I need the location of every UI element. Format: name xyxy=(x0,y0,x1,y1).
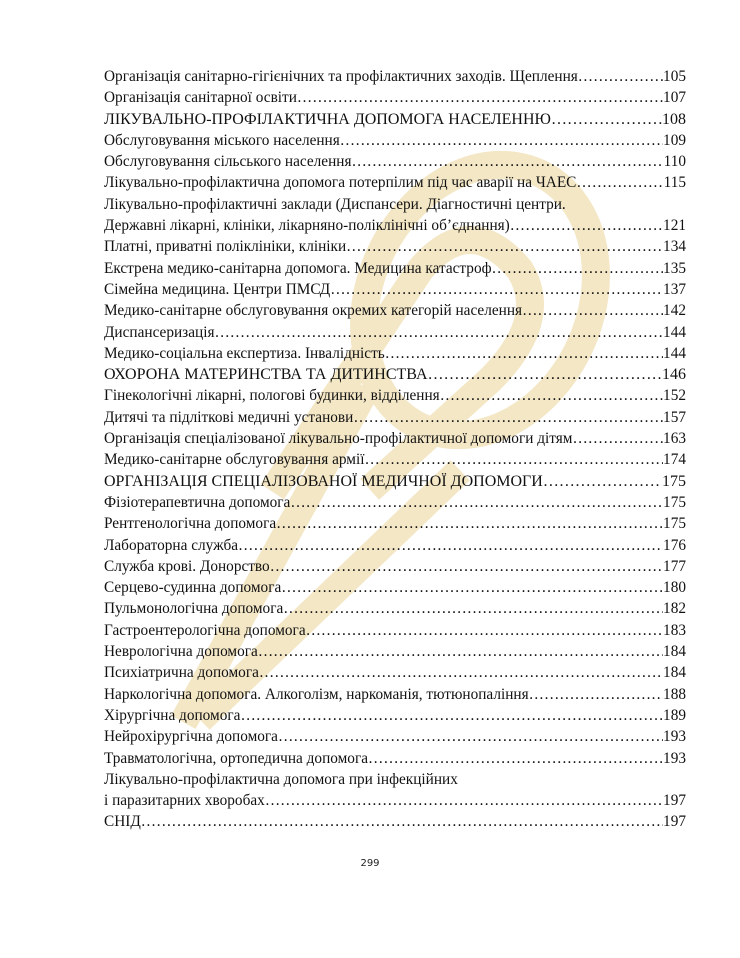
toc-leader-dots xyxy=(276,513,663,534)
toc-entry-title: Медико-санітарне обслуговування окремих категорій населення xyxy=(104,302,523,320)
toc-entry-title: Екстрена медико-санітарна допомога. Медицина катастроф xyxy=(104,259,492,277)
toc-entry-title: Психіатрична допомога xyxy=(104,664,259,682)
toc-page-number: 177 xyxy=(663,557,686,575)
toc-entry xyxy=(104,449,686,470)
toc-page-number: 134 xyxy=(663,238,686,256)
toc-entry xyxy=(104,535,686,556)
toc-page-number: 174 xyxy=(663,451,686,469)
toc-entry xyxy=(104,66,686,87)
toc-leader-dots xyxy=(290,492,663,513)
toc-entry xyxy=(104,811,686,832)
toc-entry-title: Наркологічна допомога. Алкоголізм, наркоманія, тютюнопаління xyxy=(104,685,529,703)
toc-leader-dots xyxy=(340,130,663,151)
toc-section-heading xyxy=(104,471,686,492)
toc-page-number: 121 xyxy=(663,217,686,235)
toc-entry-title: Гінекологічні лікарні, пологові будинки, відділення xyxy=(104,387,440,405)
toc-leader-dots xyxy=(330,279,663,300)
toc-entry-title: ЛІКУВАЛЬНО-ПРОФІЛАКТИЧНА ДОПОМОГА НАСЕЛЕННЮ xyxy=(104,110,551,128)
toc-page-number: 137 xyxy=(663,280,686,298)
toc-leader-dots xyxy=(529,684,663,705)
toc-leader-dots xyxy=(297,87,663,108)
toc-page-number: 189 xyxy=(663,706,686,724)
toc-entry-title: Фізіотерапевтична допомога xyxy=(104,493,291,511)
toc-page-number: 175 xyxy=(663,515,686,533)
toc-entry-title: Нейрохірургічна допомога xyxy=(104,728,278,746)
toc-leader-dots xyxy=(258,641,663,662)
toc-entry xyxy=(104,769,686,790)
toc-entry-title: Рентгенологічна допомога xyxy=(104,515,277,533)
toc-page-number: 197 xyxy=(663,813,686,831)
toc-page-number: 184 xyxy=(663,643,686,661)
toc-entry-title: Неврологічна допомога xyxy=(104,643,258,661)
toc-entry xyxy=(104,790,686,811)
toc-page-number: 144 xyxy=(663,344,686,362)
toc-leader-dots xyxy=(259,662,663,683)
toc-entry-title: і паразитарних хворобах xyxy=(104,792,265,810)
toc-entry-title: Організація санітарно-гігієнічних та профілактичних заходів. Щеплення xyxy=(104,68,578,85)
toc-entry xyxy=(104,407,686,428)
toc-page-number: 184 xyxy=(663,664,686,682)
toc-leader-dots xyxy=(543,471,662,492)
toc-entry xyxy=(104,151,686,172)
toc-entry-title: Лікувально-профілактична допомога при інфекційних xyxy=(104,770,458,788)
table-of-contents xyxy=(104,66,686,833)
toc-entry xyxy=(104,513,686,534)
toc-leader-dots xyxy=(278,726,663,747)
toc-leader-dots xyxy=(283,598,663,619)
toc-entry xyxy=(104,577,686,598)
toc-entry xyxy=(104,684,686,705)
toc-page-number: 193 xyxy=(663,728,686,746)
toc-entry xyxy=(104,726,686,747)
toc-page-number: 108 xyxy=(662,110,686,128)
toc-page-number: 176 xyxy=(663,536,686,554)
toc-entry-title: Медико-санітарне обслуговування армії xyxy=(104,451,365,469)
toc-page-number: 157 xyxy=(663,408,686,426)
toc-page-number: 107 xyxy=(663,89,686,107)
toc-leader-dots xyxy=(270,556,663,577)
toc-page-number: 175 xyxy=(663,493,686,511)
toc-leader-dots xyxy=(572,428,663,449)
toc-entry-title: Обслуговування міського населення xyxy=(104,131,340,149)
toc-leader-dots xyxy=(352,151,664,172)
toc-leader-dots xyxy=(240,705,663,726)
toc-entry-title: Гастроентерологічна допомога xyxy=(104,621,306,639)
toc-entry xyxy=(104,385,686,406)
toc-entry-title: Серцево-судинна допомога xyxy=(104,579,282,597)
toc-leader-dots xyxy=(440,385,663,406)
toc-page-number: 175 xyxy=(662,472,686,490)
toc-entry xyxy=(104,641,686,662)
toc-entry xyxy=(104,194,686,215)
toc-page-number: 183 xyxy=(663,621,686,639)
toc-entry-title: Дитячі та підліткові медичні установи xyxy=(104,408,354,426)
toc-entry xyxy=(104,748,686,769)
toc-entry-title: СНІД xyxy=(104,813,141,831)
toc-entry-title: Державні лікарні, клініки, лікарняно-поліклінічні об’єднання) xyxy=(104,217,510,235)
toc-entry xyxy=(104,705,686,726)
page-number: 299 xyxy=(360,858,380,869)
toc-leader-dots xyxy=(346,236,663,257)
toc-leader-dots xyxy=(578,66,663,87)
toc-leader-dots xyxy=(265,790,663,811)
toc-section-heading xyxy=(104,109,686,130)
toc-entry-title: Травматологічна, ортопедична допомога xyxy=(104,749,369,767)
toc-page-number: 163 xyxy=(663,430,686,448)
toc-entry-title: ОХОРОНА МАТЕРИНСТВА ТА ДИТИНСТВА xyxy=(104,366,428,384)
toc-entry-title: Платні, приватні поліклініки, клініки xyxy=(104,238,347,256)
toc-leader-dots xyxy=(576,172,663,193)
toc-leader-dots xyxy=(238,535,663,556)
toc-page-number: 115 xyxy=(663,174,686,192)
toc-entry xyxy=(104,620,686,641)
toc-entry-title: Обслуговування сільського населення xyxy=(104,153,352,171)
toc-entry xyxy=(104,258,686,279)
toc-page-number: 146 xyxy=(662,366,686,384)
toc-entry xyxy=(104,556,686,577)
toc-entry-title: ОРГАНІЗАЦІЯ СПЕЦІАЛІЗОВАНОЇ МЕДИЧНОЇ ДОПОМОГИ xyxy=(104,472,543,490)
toc-page-number: 180 xyxy=(663,579,686,597)
toc-entry-title: Хірургічна допомога xyxy=(104,706,241,724)
toc-leader-dots xyxy=(385,343,663,364)
toc-page-number: 197 xyxy=(663,792,686,810)
toc-entry xyxy=(104,236,686,257)
toc-entry xyxy=(104,87,686,108)
toc-page-number: 105 xyxy=(663,68,686,85)
toc-leader-dots xyxy=(141,811,663,832)
toc-leader-dots xyxy=(522,300,663,321)
toc-leader-dots xyxy=(281,577,663,598)
toc-entry-title: Диспансеризація xyxy=(104,323,215,341)
toc-entry xyxy=(104,300,686,321)
toc-page-number: 182 xyxy=(663,600,686,618)
toc-entry-title: Служба крові. Донорство xyxy=(104,557,270,575)
toc-entry xyxy=(104,492,686,513)
toc-page-number: 142 xyxy=(663,302,686,320)
toc-page-number: 110 xyxy=(663,153,686,171)
toc-entry-title: Лікувально-профілактичні заклади (Диспансери. Діагностичні центри. xyxy=(104,195,566,213)
toc-leader-dots xyxy=(551,109,662,130)
toc-entry-title: Пульмонологічна допомога xyxy=(104,600,284,618)
toc-entry xyxy=(104,215,686,236)
toc-entry xyxy=(104,130,686,151)
toc-entry xyxy=(104,322,686,343)
toc-entry-title: Організація спеціалізованої лікувально-профілактичної допомоги дітям xyxy=(104,430,573,448)
toc-section-heading xyxy=(104,364,686,385)
toc-page-number: 152 xyxy=(663,387,686,405)
toc-page-number: 144 xyxy=(663,323,686,341)
toc-leader-dots xyxy=(492,258,664,279)
toc-leader-dots xyxy=(368,748,663,769)
toc-leader-dots xyxy=(353,407,663,428)
toc-entry-title: Організація санітарної освіти xyxy=(104,89,297,107)
toc-page-number: 193 xyxy=(663,749,686,767)
toc-entry xyxy=(104,598,686,619)
toc-leader-dots xyxy=(214,322,663,343)
toc-leader-dots xyxy=(365,449,664,470)
toc-leader-dots xyxy=(306,620,663,641)
toc-entry-title: Лікувально-профілактична допомога потерпілим під час аварії на ЧАЕС xyxy=(104,174,577,192)
toc-entry-title: Лабораторна служба xyxy=(104,536,239,554)
toc-entry xyxy=(104,428,686,449)
toc-page-number: 109 xyxy=(663,131,686,149)
toc-page-number: 188 xyxy=(663,685,686,703)
toc-entry xyxy=(104,662,686,683)
toc-entry xyxy=(104,172,686,193)
toc-entry-title: Сімейна медицина. Центри ПМСД xyxy=(104,280,331,298)
toc-entry-title: Медико-соціальна експертиза. Інвалідність xyxy=(104,344,385,362)
toc-entry xyxy=(104,279,686,300)
toc-leader-dots xyxy=(428,364,663,385)
toc-leader-dots xyxy=(510,215,663,236)
toc-entry xyxy=(104,343,686,364)
toc-page-number: 135 xyxy=(663,259,686,277)
